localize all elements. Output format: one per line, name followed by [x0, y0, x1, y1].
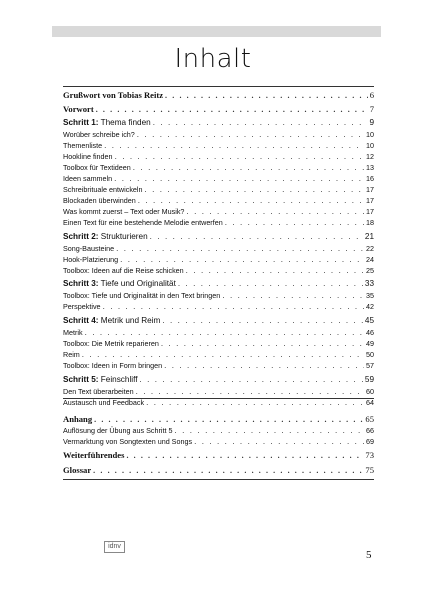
toc-subentry-label: Blockaden überwinden	[63, 196, 136, 205]
toc-subentry-page: 17	[366, 207, 374, 216]
toc-subentry[interactable]	[63, 130, 374, 139]
toc-entry-page: 65	[365, 414, 374, 424]
toc-subentry-label: Vermarktung von Songtexten und Songs	[63, 437, 193, 446]
toc-subentry-label: Toolbox: Ideen in Form bringen	[63, 361, 163, 370]
toc-chapter-label	[63, 375, 137, 384]
toc-subentry-page: 16	[366, 174, 374, 183]
toc-leader-dots	[82, 350, 364, 359]
toc-subentry[interactable]	[63, 141, 374, 150]
toc-entry-label: Grußwort von Tobias Reitz	[63, 90, 164, 100]
toc-subentry-page: 66	[366, 426, 374, 435]
toc-subentry-page: 64	[366, 398, 374, 407]
toc-leader-dots	[126, 451, 363, 460]
toc-leader-dots	[93, 466, 363, 475]
toc-entry-page: 75	[365, 465, 374, 475]
publisher-logo: idnv	[104, 541, 125, 553]
toc-entry-page: 45	[364, 316, 374, 325]
toc-chapter-label	[63, 316, 160, 325]
toc-subentry-page: 50	[366, 350, 374, 359]
toc-leader-dots	[133, 163, 364, 172]
toc-entry-label: Weiterführendes	[63, 450, 125, 460]
toc-subentry-page: 69	[366, 437, 374, 446]
toc-subentry[interactable]	[63, 207, 374, 216]
toc-subentry-label: Hook-Platzierung	[63, 255, 119, 264]
toc-subentry-page: 49	[366, 339, 374, 348]
toc-chapter[interactable]	[63, 316, 374, 325]
toc-subentry[interactable]	[63, 163, 374, 172]
toc-leader-dots	[139, 375, 362, 384]
toc-leader-dots	[186, 266, 364, 275]
toc-leader-dots	[165, 91, 368, 100]
page-title: Inhalt	[174, 44, 252, 74]
toc-entry[interactable]	[63, 90, 374, 100]
toc-leader-dots	[150, 232, 363, 241]
toc-chapter-number: Schritt 4:	[63, 316, 99, 325]
toc-subentry[interactable]	[63, 387, 374, 396]
toc-leader-dots	[104, 141, 364, 150]
toc-entry-page: 59	[364, 375, 374, 384]
toc-leader-dots	[137, 130, 364, 139]
toc-subentry[interactable]	[63, 437, 374, 446]
toc-leader-dots	[146, 398, 364, 407]
toc-leader-dots	[178, 279, 363, 288]
toc-subentry[interactable]	[63, 398, 374, 407]
toc-subentry[interactable]	[63, 291, 374, 300]
toc-entry-label: Anhang	[63, 414, 93, 424]
toc-subentry-label: Hookline finden	[63, 152, 113, 161]
toc-leader-dots	[194, 437, 364, 446]
toc-subentry[interactable]	[63, 361, 374, 370]
toc-entry-page: 7	[369, 104, 374, 114]
toc-entry-page: 73	[365, 450, 374, 460]
toc-subentry-page: 46	[366, 328, 374, 337]
toc-leader-dots	[103, 302, 364, 311]
toc-subentry-page: 57	[366, 361, 374, 370]
toc-entry-label: Vorwort	[63, 104, 94, 114]
toc-chapter-number: Schritt 2:	[63, 232, 99, 241]
toc-subentry[interactable]	[63, 426, 374, 435]
toc-entry-page: 9	[369, 118, 374, 127]
header-bar	[52, 26, 381, 37]
toc-chapter-title: Strukturieren	[98, 232, 148, 241]
toc-subentry-label: Einen Text für eine bestehende Melodie entwerfen	[63, 218, 223, 227]
toc-chapter-title: Thema finden	[98, 118, 151, 127]
toc-subentry[interactable]	[63, 196, 374, 205]
toc-rule-top	[63, 86, 374, 87]
toc-subentry-label: Toolbox für Textideen	[63, 163, 131, 172]
toc-subentry[interactable]	[63, 302, 374, 311]
toc-entry[interactable]	[63, 450, 374, 460]
toc-leader-dots	[114, 174, 364, 183]
toc-subentry-page: 13	[366, 163, 374, 172]
toc-subentry-page: 25	[366, 266, 374, 275]
toc-subentry-label: Toolbox: Die Metrik reparieren	[63, 339, 159, 348]
toc-subentry-label: Perspektive	[63, 302, 101, 311]
toc-leader-dots	[136, 387, 364, 396]
toc-chapter[interactable]	[63, 118, 374, 127]
toc-subentry[interactable]	[63, 152, 374, 161]
toc-subentry-label: Metrik	[63, 328, 83, 337]
toc-subentry-page: 24	[366, 255, 374, 264]
toc-subentry-page: 35	[366, 291, 374, 300]
toc-subentry-label: Toolbox: Tiefe und Originalität in den Text bringen	[63, 291, 221, 300]
toc-entry-label: Glossar	[63, 465, 92, 475]
toc-subentry[interactable]	[63, 218, 374, 227]
toc-subentry-page: 60	[366, 387, 374, 396]
toc-subentry-page: 22	[366, 244, 374, 253]
page-number: 5	[366, 549, 372, 561]
toc-subentry[interactable]	[63, 266, 374, 275]
toc-leader-dots	[94, 415, 363, 424]
toc-subentry-page: 42	[366, 302, 374, 311]
toc-chapter-label	[63, 279, 176, 288]
toc-subentry-label: Toolbox: Ideen auf die Reise schicken	[63, 266, 184, 275]
toc-leader-dots	[225, 218, 364, 227]
toc-leader-dots	[120, 255, 364, 264]
toc-leader-dots	[162, 316, 363, 325]
toc-subentry[interactable]	[63, 350, 374, 359]
toc-entry-page: 6	[369, 90, 374, 100]
toc-subentry-page: 17	[366, 196, 374, 205]
toc-leader-dots	[116, 244, 364, 253]
toc-leader-dots	[186, 207, 364, 216]
toc-rule-bottom	[63, 479, 374, 480]
toc-entry[interactable]	[63, 104, 374, 114]
toc-chapter-title: Feinschliff	[98, 375, 138, 384]
toc-subentry-label: Austausch und Feedback	[63, 398, 145, 407]
toc-entry-page: 21	[364, 232, 374, 241]
toc-chapter[interactable]	[63, 232, 374, 241]
toc-subentry-page: 18	[366, 218, 374, 227]
toc-chapter-number: Schritt 1:	[63, 118, 99, 127]
toc-subentry-page: 17	[366, 185, 374, 194]
toc-subentry-label: Song-Bausteine	[63, 244, 115, 253]
toc-subentry-page: 10	[366, 130, 374, 139]
toc-leader-dots	[153, 118, 368, 127]
toc-subentry-label: Ideen sammeln	[63, 174, 113, 183]
toc-chapter-label	[63, 232, 148, 241]
toc-subentry-label: Was kommt zuerst – Text oder Musik?	[63, 207, 185, 216]
toc-leader-dots	[222, 291, 364, 300]
toc-subentry-page: 10	[366, 141, 374, 150]
toc-chapter-number: Schritt 3:	[63, 279, 99, 288]
toc-leader-dots	[96, 105, 368, 114]
toc-subentry[interactable]	[63, 174, 374, 183]
toc-subentry-label: Schreibrituale entwickeln	[63, 185, 143, 194]
toc-chapter-number: Schritt 5:	[63, 375, 99, 384]
toc-chapter-title: Tiefe und Originalität	[98, 279, 176, 288]
toc-chapter-label	[63, 118, 151, 127]
toc-chapter[interactable]	[63, 375, 374, 384]
toc-subentry[interactable]	[63, 339, 374, 348]
toc-entry-page: 33	[364, 279, 374, 288]
toc-subentry-label: Themenliste	[63, 141, 103, 150]
toc-subentry[interactable]	[63, 185, 374, 194]
toc-subentry-label: Den Text überarbeiten	[63, 387, 134, 396]
toc-leader-dots	[145, 185, 364, 194]
toc-subentry-page: 12	[366, 152, 374, 161]
toc-leader-dots	[115, 152, 364, 161]
toc-subentry[interactable]	[63, 244, 374, 253]
toc-subentry-label: Reim	[63, 350, 80, 359]
toc-chapter[interactable]	[63, 279, 374, 288]
toc-leader-dots	[174, 426, 364, 435]
toc-subentry-label: Worüber schreibe ich?	[63, 130, 135, 139]
toc-leader-dots	[138, 196, 364, 205]
toc-subentry[interactable]	[63, 255, 374, 264]
toc-chapter-title: Metrik und Reim	[98, 316, 161, 325]
toc-leader-dots	[85, 328, 364, 337]
toc-entry[interactable]	[63, 465, 374, 475]
toc-entry[interactable]	[63, 414, 374, 424]
toc-leader-dots	[161, 339, 364, 348]
toc-leader-dots	[164, 361, 364, 370]
toc-subentry-label: Auflösung der Übung aus Schritt 5	[63, 426, 173, 435]
toc-subentry[interactable]	[63, 328, 374, 337]
